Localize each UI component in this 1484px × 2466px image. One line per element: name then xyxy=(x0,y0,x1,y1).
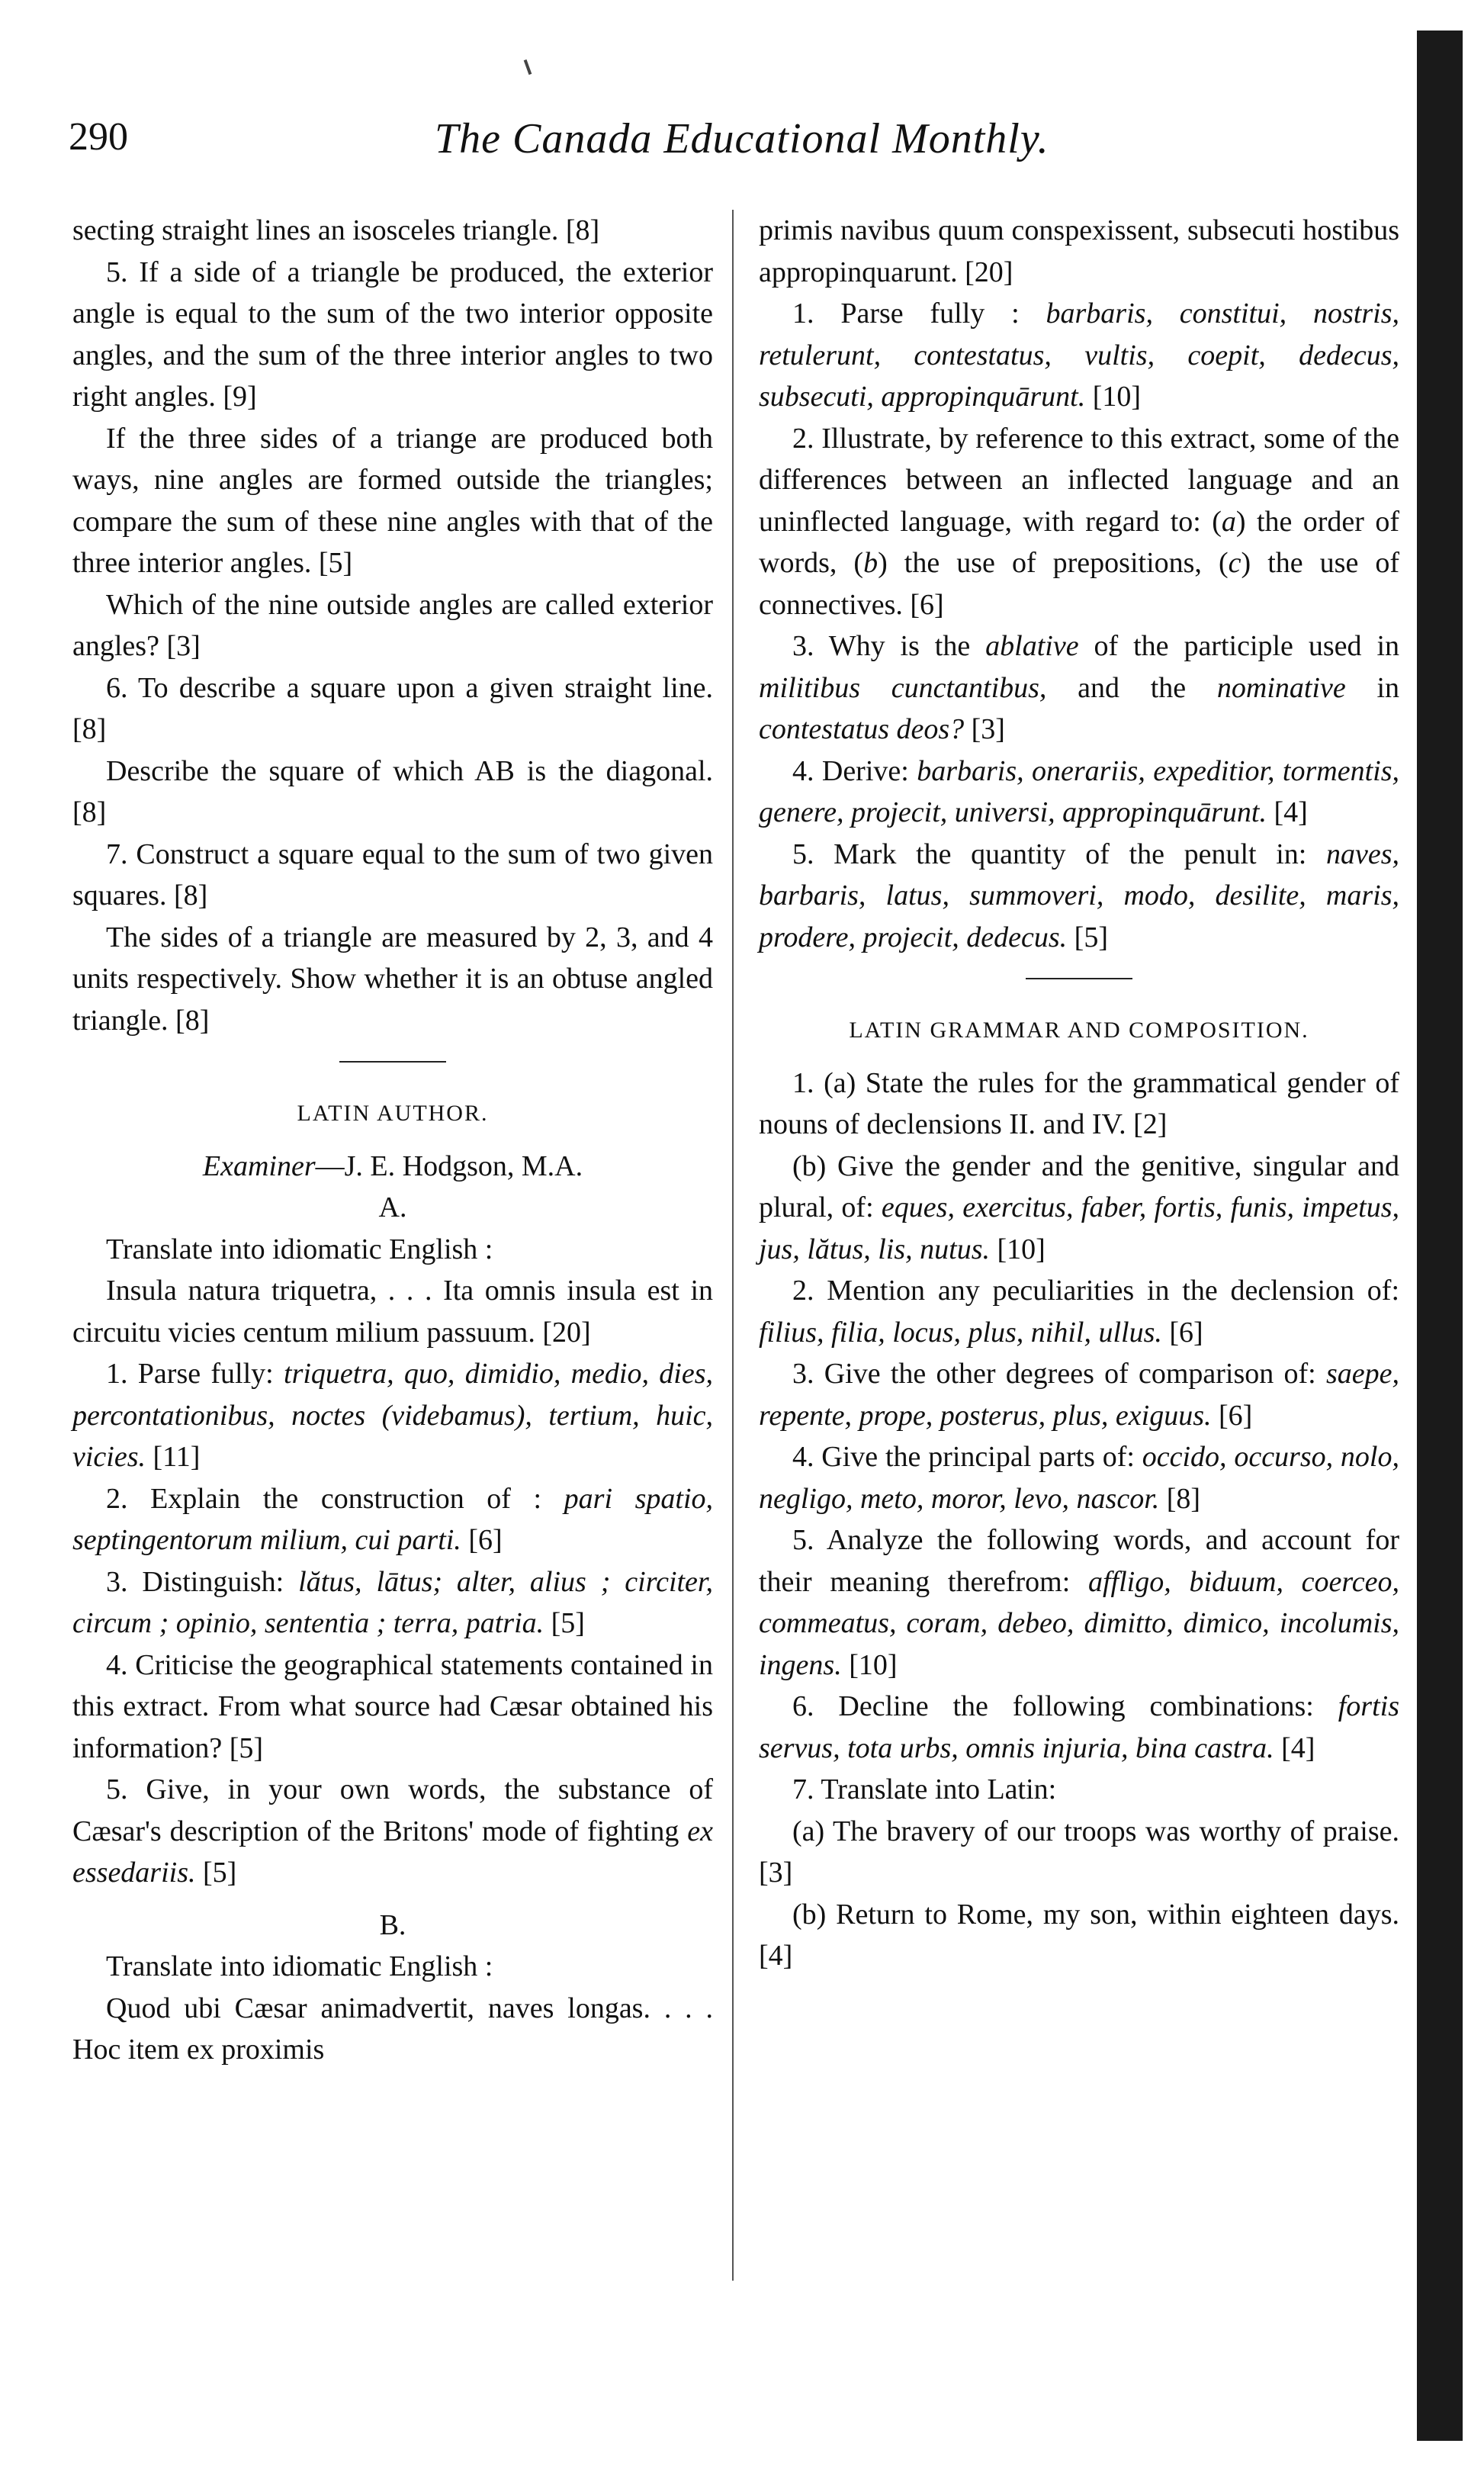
latin-passage: Quod ubi Cæsar animadvertit, naves longas. . . . Hoc item ex proximis xyxy=(72,1992,713,2066)
question-5 xyxy=(759,834,1399,959)
question-5 xyxy=(759,1519,1399,1686)
left-column xyxy=(72,210,713,2071)
marks: [6] xyxy=(1211,1399,1253,1432)
question-lead: 4. Give the principal parts of: xyxy=(792,1441,1142,1473)
question-4: 4. Criticise the geographical statements contained in this extract. From what source had Cæsar obtained his information? [5] xyxy=(72,1648,713,1764)
question-lead: (b) Give the gender and the genitive, singular and plural, of: xyxy=(759,1149,1399,1223)
question-3 xyxy=(759,625,1399,751)
subsection-b: B. xyxy=(379,1908,406,1941)
question-lead: 1. Parse fully: xyxy=(106,1358,284,1390)
latin-phrase: contestatus deos? xyxy=(759,713,965,745)
marks: [4] xyxy=(1266,796,1308,828)
question-words: pari spatio, septingentorum milium, cui parti. xyxy=(72,1482,714,1556)
question-lead: 5. Give, in your own words, the substance of Cæsar's description of the Britons' mode of fighting xyxy=(72,1773,713,1847)
question-3 xyxy=(759,1353,1399,1436)
marks: [5] xyxy=(1067,921,1108,953)
marks: [8] xyxy=(1159,1482,1201,1515)
question-3 xyxy=(72,1561,713,1645)
item-letter: a xyxy=(1221,505,1236,538)
question-words: lătus, lātus; alter, alius ; circiter, circum ; opinio, sententia ; terra, patria. xyxy=(72,1565,713,1639)
journal-title: The Canada Educational Monthly. xyxy=(435,115,1049,162)
question-text: ) the use of prepositions, ( xyxy=(878,547,1229,579)
question-6 xyxy=(759,1686,1399,1769)
question-lead: 3. Distinguish: xyxy=(106,1565,299,1598)
marks: [5] xyxy=(195,1857,237,1889)
question-lead: 2. Mention any peculiarities in the declension of: xyxy=(792,1275,1399,1307)
section-divider xyxy=(339,1061,446,1063)
question-6: 6. To describe a square upon a given straight line. [8] xyxy=(72,671,713,745)
section-heading: LATIN AUTHOR. xyxy=(297,1101,489,1126)
question-4 xyxy=(759,751,1399,834)
paragraph: If the three sides of a triange are produced both ways, nine angles are formed outside the triangles; compare the sum of these nine angles with that of the three interior angles. [5] xyxy=(72,422,713,579)
marks: [10] xyxy=(1085,381,1142,413)
question-1 xyxy=(72,1353,713,1478)
column-divider xyxy=(732,210,734,2281)
term: nominative xyxy=(1216,671,1346,704)
question-lead: 5. Analyze the following words, and account for their meaning therefrom: xyxy=(759,1524,1399,1598)
instruction: Translate into idiomatic English : xyxy=(106,1233,493,1265)
paragraph: The sides of a triangle are measured by 2, 3, and 4 units respectively. Show whether it is an obtuse angled triangle. [8] xyxy=(72,921,713,1037)
question-text: ) the order of words, ( xyxy=(759,505,1399,579)
question-words: ex essedariis. xyxy=(72,1815,713,1889)
marks: [11] xyxy=(146,1441,201,1473)
question-7: 7. Construct a square equal to the sum of two given squares. [8] xyxy=(72,838,713,911)
question-7: 7. Translate into Latin: xyxy=(792,1773,1057,1805)
marks: [6] xyxy=(461,1524,503,1556)
examiner-line xyxy=(72,1146,713,1188)
term: ablative xyxy=(985,630,1079,662)
question-5: 5. If a side of a triangle be produced, the exterior angle is equal to the sum of the two interior opposite angles, and the sum of the three interior angles to two right angles. [9] xyxy=(72,256,713,413)
question-words: saepe, repente, prope, posterus, plus, exiguus. xyxy=(759,1358,1399,1432)
question-5 xyxy=(72,1769,713,1894)
question-words: barbaris, constitui, nostris, retulerunt, contestatus, vultis, coepit, dedecus, subsecuti, appropinquārunt. xyxy=(759,297,1399,413)
section-heading: LATIN GRAMMAR AND COMPOSITION. xyxy=(849,1018,1309,1043)
question-2 xyxy=(72,1478,713,1561)
question-text: of the participle used in xyxy=(1078,630,1399,662)
question-1b xyxy=(759,1146,1399,1271)
instruction: Translate into idiomatic English : xyxy=(106,1950,493,1982)
subsection-a: A. xyxy=(378,1191,407,1223)
question-words: triquetra, quo, dimidio, medio, dies, percontationibus, noctes (videbamus), tertium, huic, vicies. xyxy=(72,1358,713,1473)
question-words: filius, filia, locus, plus, nihil, ullus. xyxy=(759,1316,1162,1349)
marks: [10] xyxy=(990,1233,1046,1265)
question-words: fortis servus, tota urbs, omnis injuria, bina castra. xyxy=(759,1690,1399,1764)
marks: [10] xyxy=(841,1648,898,1681)
latin-passage-continued: primis navibus quum conspexissent, subsecuti hostibus appropinquarunt. [20] xyxy=(759,214,1399,288)
question-7a: (a) The bravery of our troops was worthy of praise. [3] xyxy=(759,1815,1399,1889)
examiner-label: Examiner xyxy=(202,1149,316,1182)
latin-phrase: militibus cunctantibus, xyxy=(759,671,1047,704)
question-lead: 3. Give the other degrees of comparison of: xyxy=(792,1358,1326,1390)
marks: [6] xyxy=(1161,1316,1203,1349)
question-lead: 5. Mark the quantity of the penult in: xyxy=(792,838,1326,870)
question-lead: 2. Explain the construction of : xyxy=(106,1482,564,1515)
question-words: affligo, biduum, coerceo, commeatus, coram, debeo, dimitto, dimico, incolumis, ingens. xyxy=(759,1565,1399,1681)
question-text: 3. Why is the xyxy=(792,630,986,662)
stray-mark xyxy=(524,59,532,75)
question-text: in xyxy=(1345,671,1400,704)
question-text: and the xyxy=(1046,671,1217,704)
paragraph: Which of the nine outside angles are called exterior angles? [3] xyxy=(72,588,713,662)
question-words: naves, barbaris, latus, summoveri, modo, desilite, maris, prodere, projecit, dedecus. xyxy=(759,838,1399,953)
question-lead: 4. Derive: xyxy=(792,754,917,787)
section-divider xyxy=(1026,978,1132,979)
marks: [3] xyxy=(964,713,1005,745)
examiner-name: —J. E. Hodgson, M.A. xyxy=(315,1149,583,1182)
question-text: ) the use of connectives. [6] xyxy=(759,547,1400,621)
question-2 xyxy=(759,1270,1399,1353)
item-letter: b xyxy=(863,547,879,579)
running-header xyxy=(69,114,1411,183)
question-1 xyxy=(759,293,1399,418)
question-words: eques, exercitus, faber, fortis, funis, impetus, jus, lătus, lis, nutus. xyxy=(759,1191,1399,1265)
page-number: 290 xyxy=(69,115,128,159)
scan-edge xyxy=(1417,31,1463,2441)
question-1a: 1. (a) State the rules for the grammatical gender of nouns of declensions II. and IV. [2] xyxy=(759,1066,1399,1140)
question-7b: (b) Return to Rome, my son, within eighteen days. [4] xyxy=(759,1898,1399,1972)
question-lead: 6. Decline the following combinations: xyxy=(792,1690,1338,1722)
question-text: 2. Illustrate, by reference to this extract, some of the differences between an inflected language and an uninflected language, with regard to: ( xyxy=(759,422,1399,538)
latin-passage: Insula natura triquetra, . . . Ita omnis insula est in circuitu vicies centum milium passuum. [20] xyxy=(72,1275,713,1349)
question-4 xyxy=(759,1436,1399,1519)
marks: [5] xyxy=(544,1607,585,1639)
question-words: barbaris, onerariis, expeditior, tormentis, genere, projecit, universi, appropinquārunt. xyxy=(759,754,1399,828)
marks: [4] xyxy=(1274,1731,1315,1764)
question-words: occido, occurso, nolo, negligo, meto, moror, levo, nascor. xyxy=(759,1441,1399,1515)
question-2 xyxy=(759,418,1399,626)
question-lead: 1. Parse fully : xyxy=(792,297,1046,330)
item-letter: c xyxy=(1228,547,1241,579)
paragraph: Describe the square of which AB is the diagonal. [8] xyxy=(72,754,713,828)
right-column xyxy=(759,210,1399,1977)
paragraph: secting straight lines an isosceles triangle. [8] xyxy=(72,214,600,246)
